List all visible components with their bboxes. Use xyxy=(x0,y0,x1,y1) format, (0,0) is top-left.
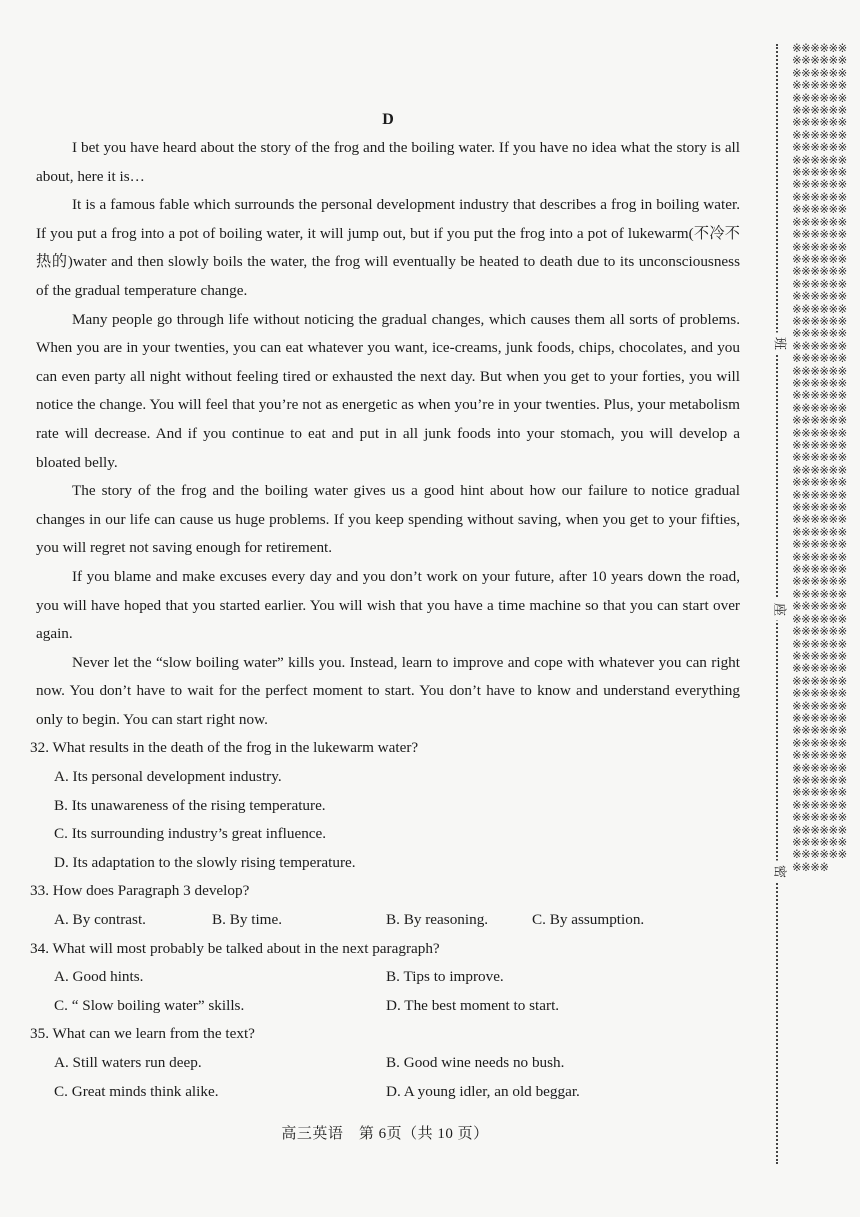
margin-label-seat: 座 xyxy=(772,599,791,621)
option-d: C. By assumption. xyxy=(532,911,645,929)
option-a: A. By contrast. xyxy=(54,911,146,929)
question-33 xyxy=(30,877,740,934)
binding-pattern-strip: ※※※※※※※※※※※※※※※※※※※※※※※※※※※※※※※※※※※※※※※※※※※※※※※※※※※※※※※※※※※※※※※※※※※※※※※※※※※※※※※※※※※※※※※※※※※※※※※※※※※※※※※※※※※※※※※※※※※※※※※※※※※※※※※※※※※※※※※※※※※※※※※※※※※※※※※※※※※※※※※※※※※※※※※※※※※※※※※※※※※※※※※※※※※※※※※※※※※※※※※※※※※※※※※※※※※※※※※※※※※※※※※※※※※※※※※※※※※※※※※※※※※※※※※※※※※※※※※※※※※※※※※※※※※※※※※※※※※※※※※※※※※※※※※※※※※※※※※※※※※※※※※※※※※※※※※※※※※※※※※※※※※※※※※※※※※※※※※※※※※※※※※※※※※※※※※※※※※※※※※※※※※※※※※※※※※※※※※※※※※※※※※※※※※※※※※※※※※※※※※※ xyxy=(792,42,847,874)
paragraph-5: If you blame and make excuses every day and you don’t work on your future, after 10 years down the road, you will have hoped that you started earlier. You will wish that you have a time machine so that you can start over again. xyxy=(36,567,740,643)
question-stem: 35. What can we learn from the text? xyxy=(30,1025,255,1043)
option-d: D. A young idler, an old beggar. xyxy=(386,1082,580,1100)
option-c: C. “ Slow boiling water” skills. xyxy=(54,996,245,1014)
paragraph-4: The story of the frog and the boiling water gives us a good hint about how our failure to notice gradual changes in our life can cause us huge problems. If you keep spending without saving, when you get to your fifties, you will regret not saving enough for retirement. xyxy=(36,482,740,557)
question-32 xyxy=(30,734,740,877)
question-stem: 34. What will most probably be talked about in the next paragraph? xyxy=(30,939,440,957)
section-letter: D xyxy=(382,111,394,128)
option-a: A. Good hints. xyxy=(54,968,144,986)
options-row xyxy=(54,1078,740,1107)
option-c: C. Great minds think alike. xyxy=(54,1082,219,1100)
option-b: B. Good wine needs no bush. xyxy=(386,1054,565,1071)
option-a: A. Still waters run deep. xyxy=(54,1054,202,1071)
paragraph-1: I bet you have heard about the story of the frog and the boiling water. If you have no idea what the story is all about, here it is… xyxy=(36,139,740,185)
option-b: B. By time. xyxy=(212,911,283,929)
options-row xyxy=(54,1049,740,1078)
option-a: A. Its personal development industry. xyxy=(54,768,282,786)
option-d: D. The best moment to start. xyxy=(386,996,560,1014)
option-c: C. Its surrounding industry’s great influence. xyxy=(54,825,327,843)
question-35 xyxy=(30,1020,740,1106)
option-c: B. By reasoning. xyxy=(386,911,489,929)
option-b: B. Tips to improve. xyxy=(386,968,504,986)
options-row xyxy=(54,963,740,992)
paragraph-3: Many people go through life without noticing the gradual changes, which causes them all sorts of problems. When you are in your twenties, you can eat whatever you want, ice-creams, junk foods, chips, chocolates, and you can even party all night without feeling tired or exhausted the next day. But when you get to your forties, you will notice the change. You will feel that you’re not as energetic as when you’re in your twenties. Plus, your metabolism rate will decrease. And if you continue to eat and put in all junk foods into your stomach, you will develop a bloated belly. xyxy=(36,310,740,471)
page-footer: 高三英语 第 6页（共 10 页） xyxy=(281,1126,489,1142)
options-row xyxy=(54,906,740,935)
paragraph-2: It is a famous fable which surrounds the personal development industry that describes a frog in boiling water. If you put a frog into a pot of boiling water, it will jump out, but if you put the frog into a pot of lukewarm(不冷不热的)water and then slowly boils the water, the frog will eventually be heated to death due to its unconsciousness of the gradual temperature change. xyxy=(36,196,740,299)
question-stem: 33. How does Paragraph 3 develop? xyxy=(30,882,250,900)
reading-passage-d xyxy=(30,106,740,1106)
question-34 xyxy=(30,935,740,1021)
paragraph-6: Never let the “slow boiling water” kills you. Instead, learn to improve and cope with whatever you can right now. You don’t have to wait for the perfect moment to start. You don’t have to know and understand everything only to begin. You can start right now. xyxy=(36,653,740,728)
margin-label-class: 班 xyxy=(772,333,791,355)
options-row xyxy=(54,992,740,1021)
option-b: B. Its unawareness of the rising temperature. xyxy=(54,796,326,814)
margin-label-seal: 密 xyxy=(772,861,791,883)
option-d: D. Its adaptation to the slowly rising temperature. xyxy=(54,853,356,871)
question-stem: 32. What results in the death of the frog in the lukewarm water? xyxy=(30,739,419,757)
